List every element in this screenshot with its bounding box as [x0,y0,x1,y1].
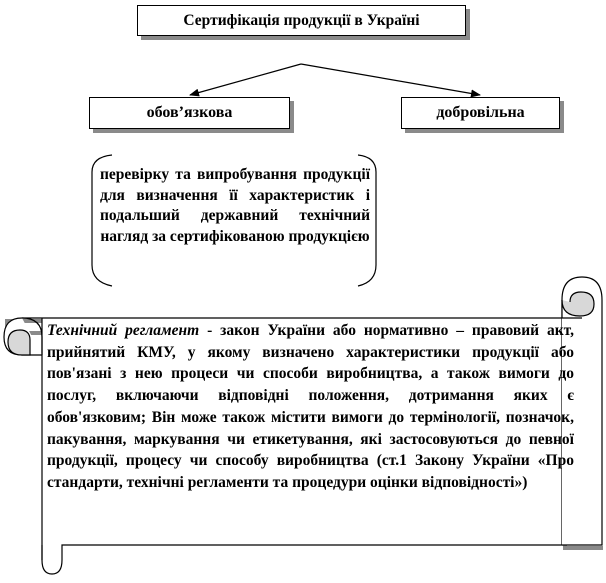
arrow-to-voluntary [301,64,480,95]
mandatory-label: обов’язкова [146,104,233,121]
mandatory-box [89,97,290,129]
definition-term: Технічний регламент [47,322,200,339]
mandatory-detail-text: перевірку та випробування продукції для визначення її характеристик і подальший державний технічний нагляд за сертифікованою продукцією [100,166,370,245]
voluntary-box [401,97,560,129]
arrow-to-mandatory [190,64,301,95]
definition-body: - закон України або нормативно – правовий акт, прийнятий КМУ, у якому визначено характеристики продукції або пов'язані з нею процеси чи способи виробництва, а також вимоги до послуг, включаючи відповідні положення, дотримання яких є обов'язковим; Він може також містити вимоги до термінології, позначок, пакування, маркування чи етикетування, які застосовуються до певної продукції, процесу чи способу виробництва (ст.1 Закону України «Про стандарти, технічні регламенти та процедури оцінки відповідності») [47,322,574,491]
certification-title-box [137,5,466,36]
certification-title: Сертифікація продукції в Україні [183,11,420,29]
voluntary-label: добровільна [436,104,525,121]
technical-regulation-definition [47,320,574,494]
